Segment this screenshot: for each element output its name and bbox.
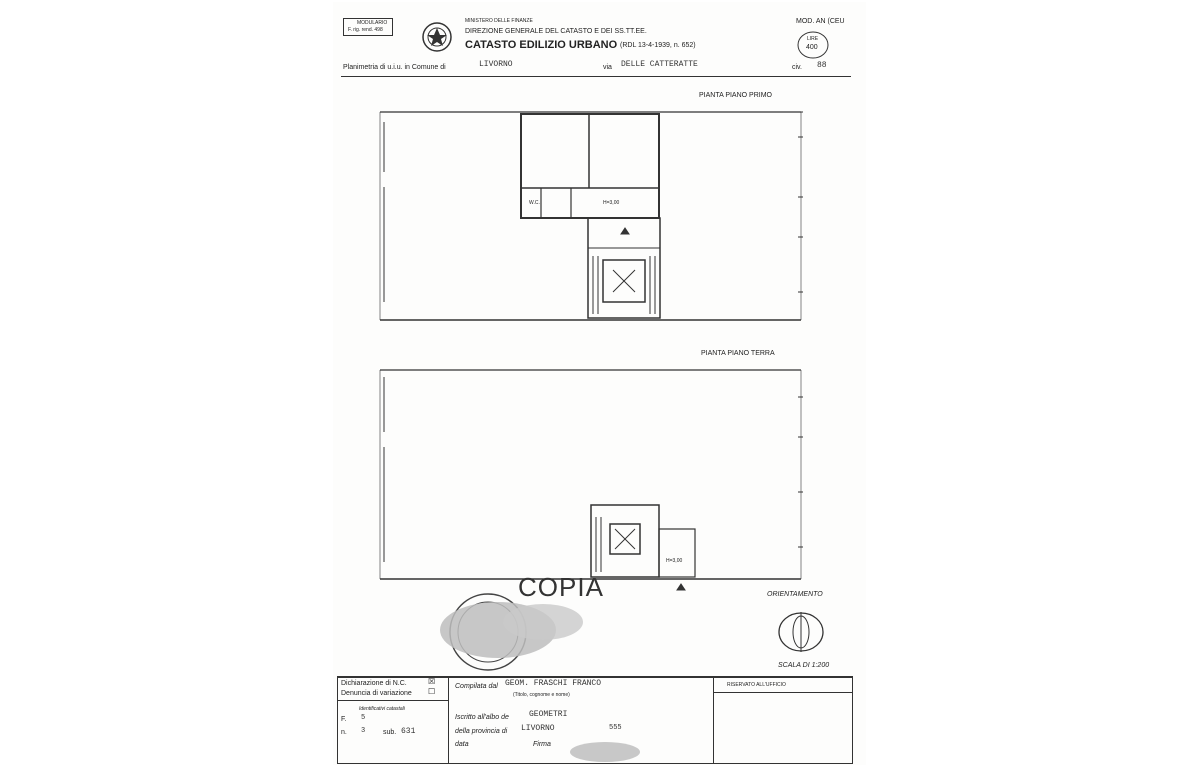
address-rule bbox=[341, 76, 851, 77]
orientation-label: ORIENTAMENTO bbox=[767, 591, 823, 598]
civ-label: civ. bbox=[792, 64, 802, 71]
footer-left-rule bbox=[337, 700, 448, 701]
compilata-hint: (Titolo, cognome e nome) bbox=[513, 692, 570, 698]
via-label: via bbox=[603, 64, 612, 71]
wc-label: W.C. bbox=[529, 200, 540, 206]
footer-divider-right bbox=[713, 676, 714, 764]
identificativi-label: Identificativi catastali bbox=[359, 706, 405, 712]
compass-icon bbox=[779, 612, 823, 652]
n-label: n. bbox=[341, 729, 347, 736]
emblem-icon bbox=[423, 23, 451, 51]
footer-divider-left bbox=[448, 676, 449, 764]
sheet-graphics bbox=[333, 2, 866, 765]
planimetria-label: Planimetria di u.i.u. in Comune di bbox=[343, 64, 446, 71]
ground-floor-title: PIANTA PIANO TERRA bbox=[701, 350, 775, 357]
comune-value: LIVORNO bbox=[479, 60, 513, 69]
sub-value: 631 bbox=[401, 727, 416, 736]
ground-floor-plan bbox=[380, 370, 803, 590]
direction-label: DIREZIONE GENERALE DEL CATASTO E DEI SS.TT.EE. bbox=[465, 28, 647, 35]
civ-value: 88 bbox=[817, 61, 827, 70]
compilata-label: Compilata dal bbox=[455, 683, 498, 690]
scale-label: SCALA DI 1:200 bbox=[778, 662, 830, 669]
iscritto-label: Iscritto all'albo de bbox=[455, 714, 509, 721]
dichiarazione-checkbox: ☒ bbox=[428, 677, 436, 686]
denuncia-checkbox: ☐ bbox=[428, 687, 436, 696]
first-floor-title: PIANTA PIANO PRIMO bbox=[699, 92, 772, 99]
riservato-rule bbox=[713, 692, 852, 693]
f-label: F. bbox=[341, 716, 347, 723]
riservato-label: RISERVATO ALL'UFFICIO bbox=[727, 682, 786, 688]
via-value: DELLE CATTERATTE bbox=[621, 60, 698, 69]
modulario-ref: F. rig. rend. 498 bbox=[348, 27, 383, 33]
provincia-value: LIVORNO bbox=[521, 724, 555, 733]
sub-label: sub. bbox=[383, 729, 397, 736]
denuncia-label: Denuncia di variazione bbox=[341, 690, 412, 697]
footer-top-rule bbox=[337, 676, 853, 678]
first-floor-plan bbox=[380, 112, 803, 320]
iscritto-value: GEOMETRI bbox=[529, 710, 568, 719]
lire-value: 400 bbox=[806, 44, 818, 51]
height-label-ground: H=3,00 bbox=[666, 558, 683, 564]
dichiarazione-label: Dichiarazione di N.C. bbox=[341, 680, 407, 687]
firma-label: Firma bbox=[533, 741, 551, 748]
lire-label: LIRE bbox=[807, 36, 819, 42]
cadastral-sheet bbox=[333, 2, 866, 765]
compilata-value: GEOM. FRASCHI FRANCO bbox=[505, 679, 602, 688]
f-value: 5 bbox=[361, 714, 366, 722]
rdl-reference: (RDL 13-4-1939, n. 652) bbox=[620, 42, 696, 49]
provincia-label: della provincia di bbox=[455, 728, 508, 735]
ministry-label: MINISTERO DELLE FINANZE bbox=[465, 18, 533, 24]
modulario-label: MODULARIO bbox=[357, 20, 388, 26]
provincia-number: 555 bbox=[609, 724, 622, 732]
footer-bottom-rule bbox=[337, 763, 853, 764]
height-label-first: H=3,00 bbox=[603, 200, 620, 206]
copia-stamp: COPIA bbox=[518, 572, 604, 602]
footer-right-edge bbox=[852, 676, 853, 764]
catasto-title: CATASTO EDILIZIO URBANO bbox=[465, 39, 618, 51]
data-label: data bbox=[455, 741, 469, 748]
mod-label: MOD. AN (CEU bbox=[796, 18, 845, 25]
n-value: 3 bbox=[361, 727, 366, 735]
footer-left-edge bbox=[337, 676, 338, 764]
